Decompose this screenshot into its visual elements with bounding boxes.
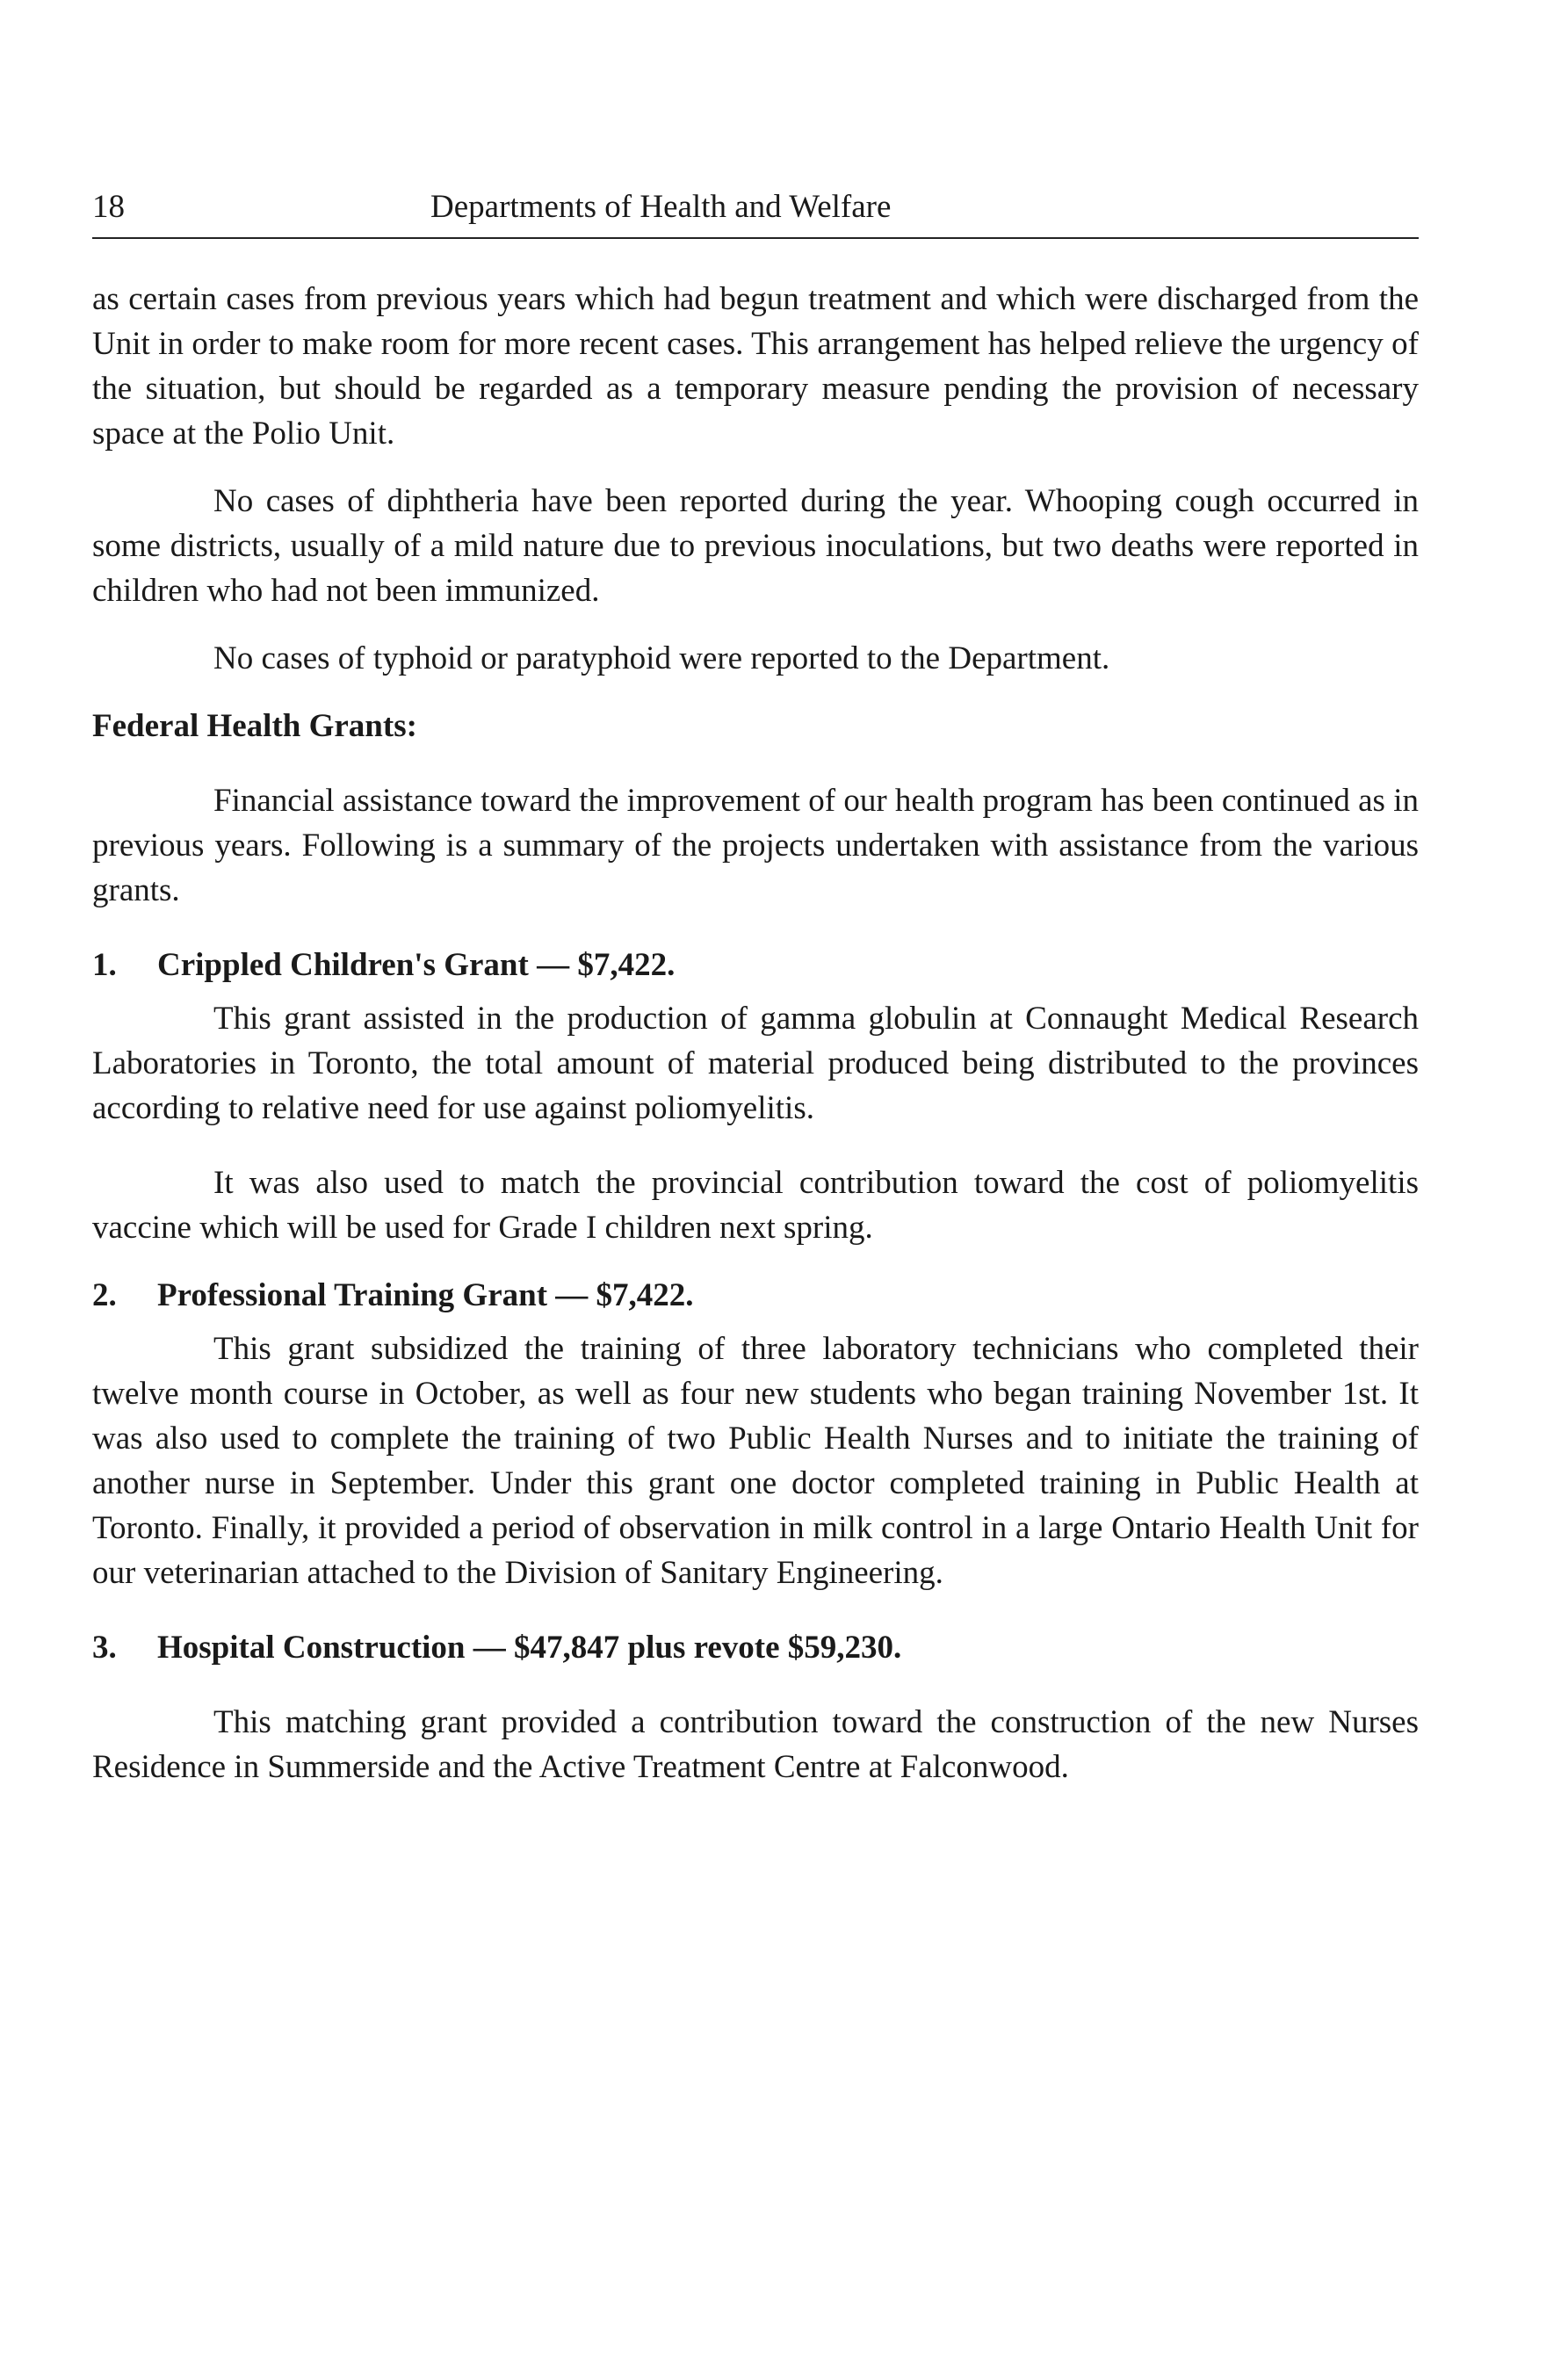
grant-heading-crippled-children (92, 943, 1419, 987)
grant-heading-hospital-construction (92, 1625, 1419, 1670)
paragraph-continued: as certain cases from previous years which had begun treatment and which were discharged from the Unit in order to make room for more recent cases. This arrangement has helped relieve the urgency of the situation, but should be regarded as a temporary measure pending the provision of necessary space at the Polio Unit. (92, 281, 1419, 452)
grant-heading-professional-training (92, 1273, 1419, 1318)
body-text (92, 277, 1419, 1789)
paragraph-federal-intro: Financial assistance toward the improvement of our health program has been continued as in previous years. Following is a summary of the projects undertaken with assistance from the various grants. (92, 783, 1419, 908)
grant-title: Professional Training Grant — $7,422. (157, 1277, 694, 1313)
paragraph-grant-1-a: This grant assisted in the production of gamma globulin at Connaught Medical Research Laboratories in Toronto, the total amount of material produced being distributed to the provinces according to relative need for use against poliomyelitis. (92, 1001, 1419, 1126)
running-title: Departments of Health and Welfare (430, 189, 892, 225)
paragraph-grant-1-b: It was also used to match the provincial contribution toward the cost of poliomyelitis vaccine which will be used for Grade I children next spring. (92, 1165, 1419, 1246)
grant-title: Crippled Children's Grant — $7,422. (157, 947, 676, 983)
grant-number: 2. (92, 1277, 117, 1313)
document-page (92, 180, 1419, 1785)
grant-number: 1. (92, 947, 117, 983)
section-heading-federal-health-grants: Federal Health Grants: (92, 708, 417, 744)
paragraph-diphtheria: No cases of diphtheria have been reported during the year. Whooping cough occurred in some districts, usually of a mild nature due to previous inoculations, but two deaths were reported in children who had not been immunized. (92, 483, 1419, 609)
grant-number: 3. (92, 1630, 117, 1666)
paragraph-typhoid: No cases of typhoid or paratyphoid were reported to the Department. (213, 640, 1110, 676)
header-rule (92, 237, 1419, 239)
grant-title: Hospital Construction — $47,847 plus revote $59,230. (157, 1630, 902, 1666)
paragraph-grant-3: This matching grant provided a contribution toward the construction of the new Nurses Residence in Summerside and the Active Treatment Centre at Falconwood. (92, 1704, 1419, 1785)
paragraph-grant-2: This grant subsidized the training of three laboratory technicians who completed their twelve month course in October, as well as four new students who began training November 1st. It was also used to complete the training of two Public Health Nurses and to initiate the training of another nurse in September. Under this grant one doctor completed training in Public Health at Toronto. Finally, it provided a period of observation in milk control in a large Ontario Health Unit for our veterinarian attached to the Division of Sanitary Engineering. (92, 1331, 1419, 1591)
running-header (92, 180, 1419, 235)
page-number: 18 (92, 189, 125, 225)
